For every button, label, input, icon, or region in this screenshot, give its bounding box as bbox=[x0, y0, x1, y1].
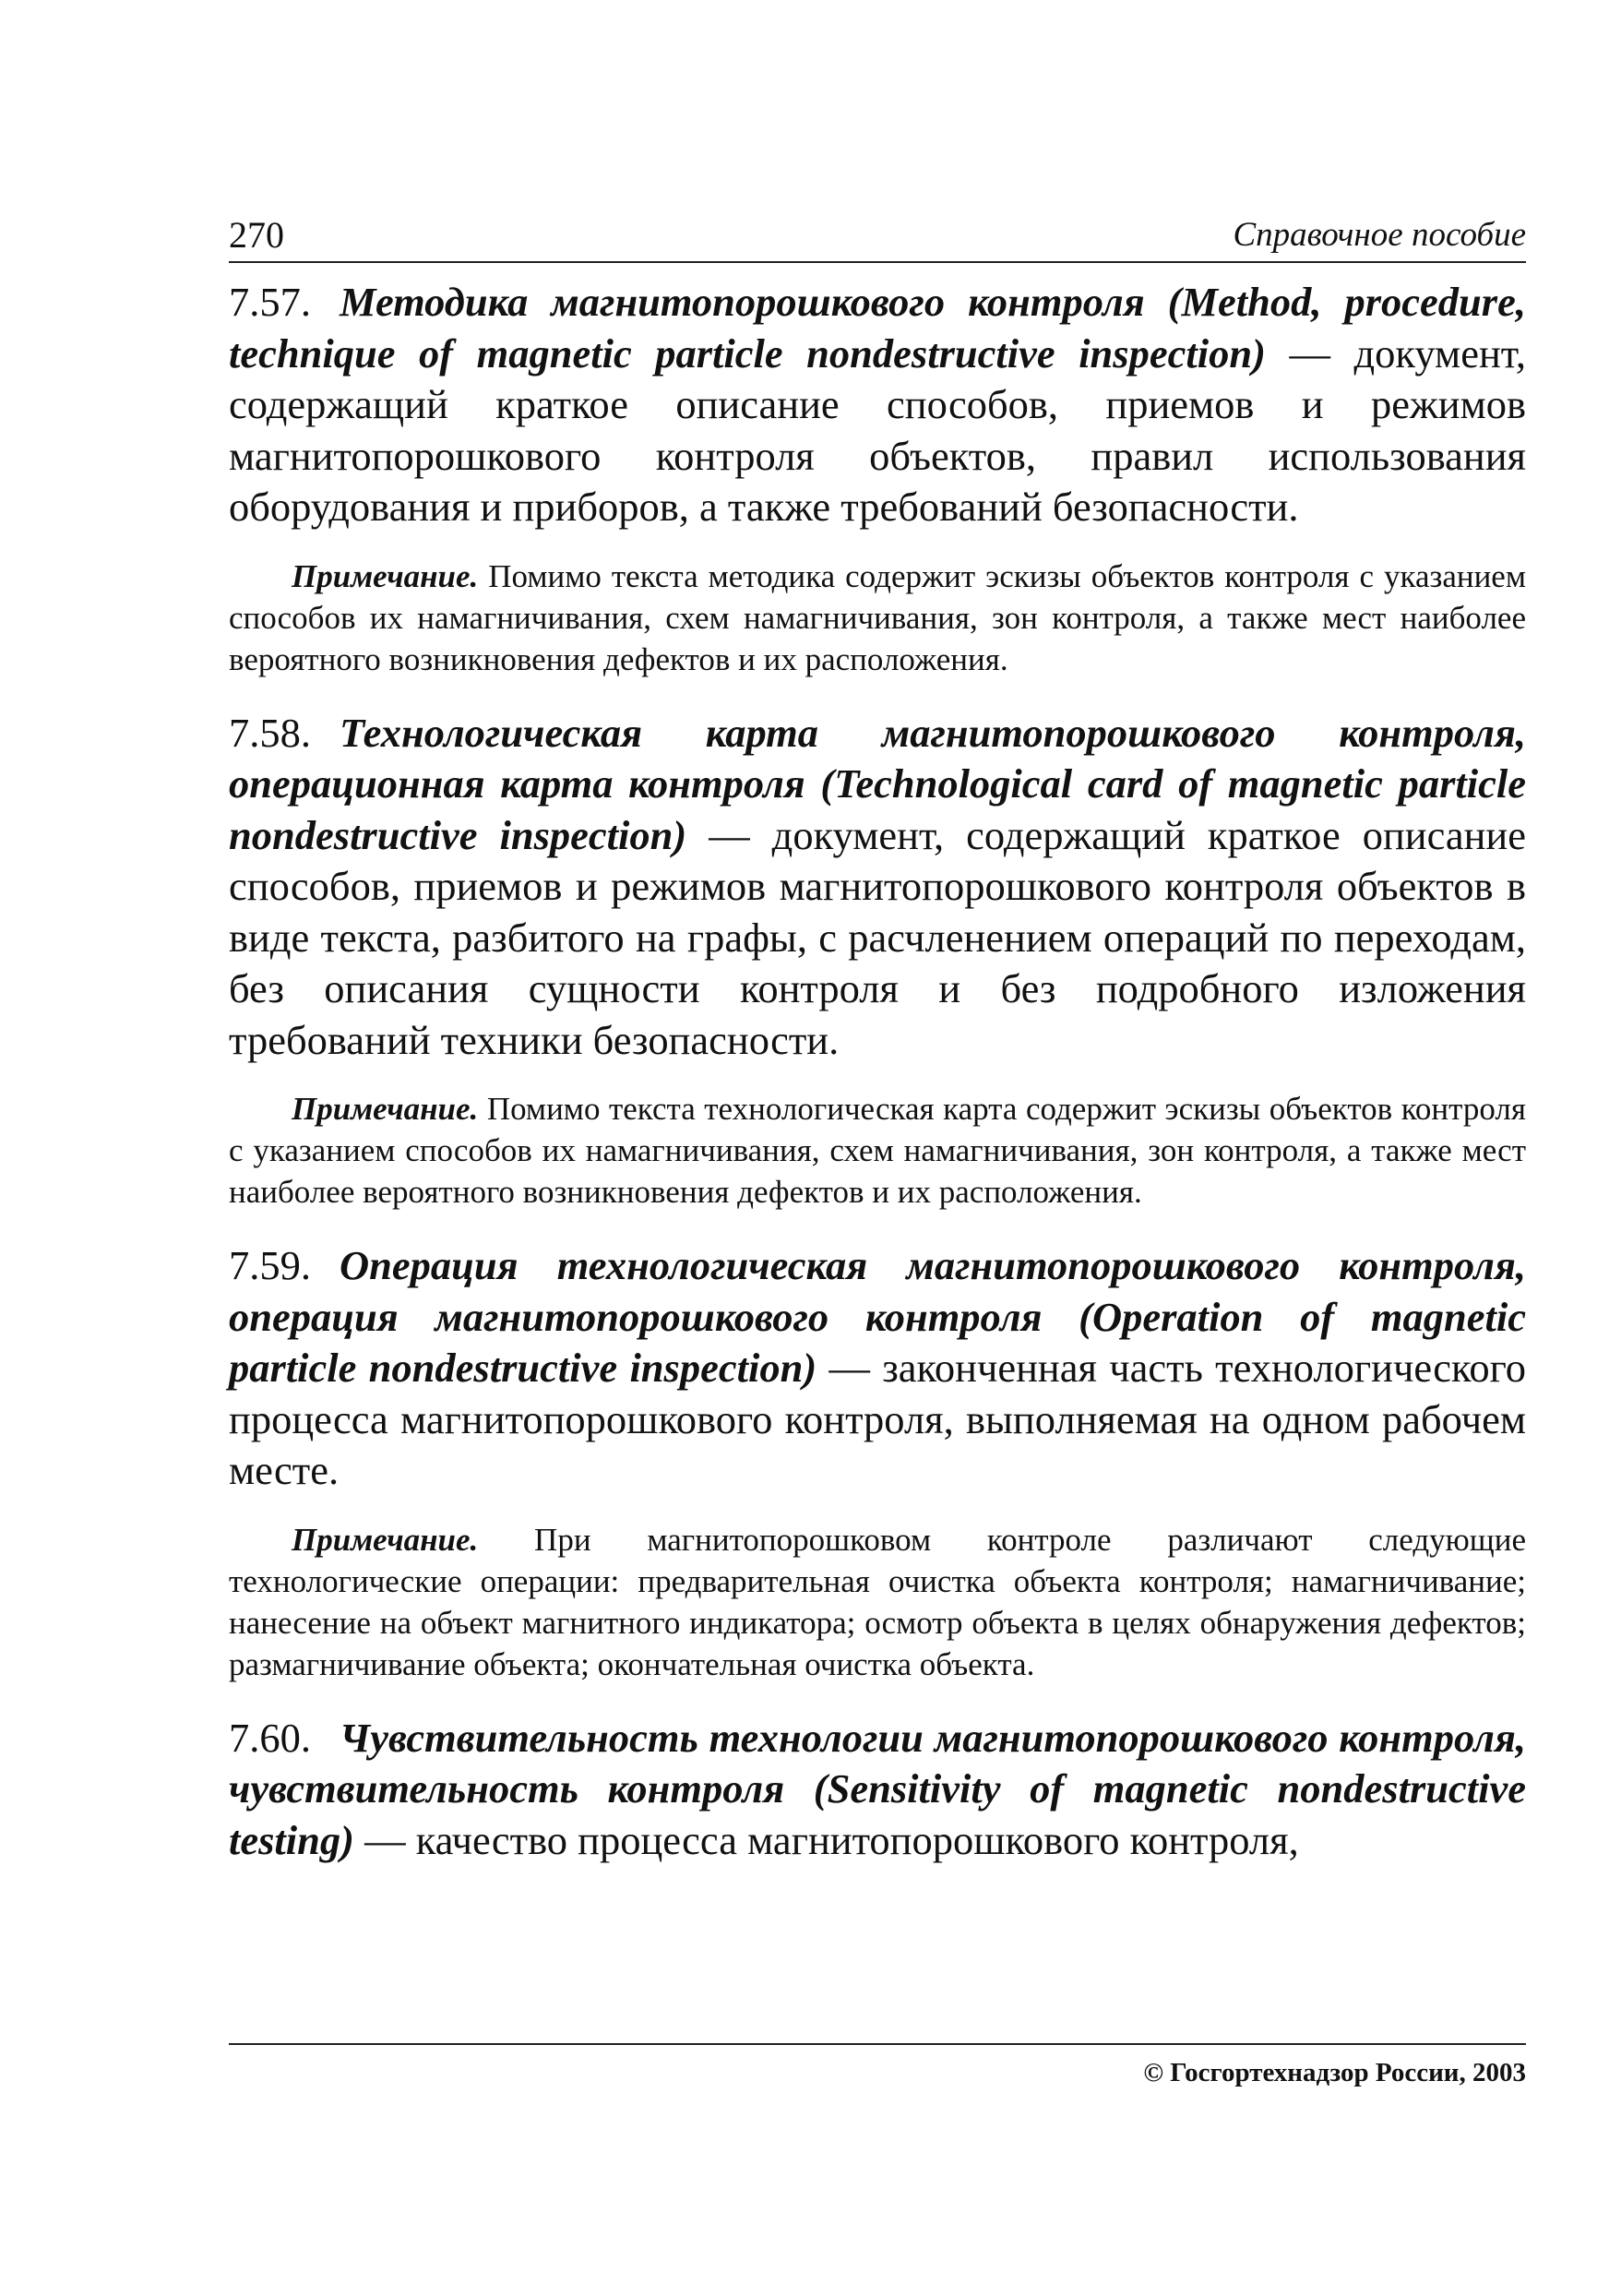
header-divider bbox=[229, 261, 1526, 263]
entry-note bbox=[229, 556, 1526, 680]
note-text: Помимо текста технологическая карта содержит эскизы объектов контроля с указанием способов их намагничивания, схем намагничивания, зон контроля, а также мест наиболее вероятного возникновения дефектов и их расположения. bbox=[229, 1091, 1526, 1210]
entry-note bbox=[229, 1088, 1526, 1213]
footer-divider bbox=[229, 2043, 1526, 2045]
running-title: Справочное пособие bbox=[1233, 216, 1526, 254]
entry-definition: — документ, содержащий краткое описание способов, приемов и режимов магнитопорошкового контроля объектов в виде текста, разбитого на графы, с расчленением операций по переходам, без описания сущности контроля и без подробного изложения требований техники безопасности. bbox=[229, 811, 1526, 1063]
note-text: Помимо текста методика содержит эскизы объектов контроля с указанием способов их намагничивания, схем намагничивания, зон контроля, а также мест наиболее вероятного возникновения дефектов и их расположения. bbox=[229, 557, 1526, 677]
entry-7-57 bbox=[229, 277, 1526, 533]
page-header bbox=[229, 210, 1526, 260]
note-label: Примечание. bbox=[292, 557, 479, 594]
entry-number: 7.57. bbox=[229, 279, 311, 325]
entry-7-59 bbox=[229, 1240, 1526, 1497]
entry-definition: — документ, содержащий краткое описание способов, приемов и режимов магнитопорошкового контроля объектов, правил использования оборудования и приборов, а также требований безопасности. bbox=[229, 329, 1526, 530]
copyright-notice: © Госгортехнадзор России, 2003 bbox=[1143, 2058, 1526, 2087]
entry-term: Чувствительность технологии магнитопорошкового контроля, чувствительность контроля (Sensitivity of magnetic nondestructive testing) bbox=[229, 1714, 1526, 1863]
note-text: При магнитопорошковом контроле различают следующие технологические операции: предварительная очистка объекта контроля; намагничивание; нанесение на объект магнитного индикатора; осмотр объекта в целях обнаружения дефектов; размагничивание объекта; окончательная очистка объекта. bbox=[229, 1521, 1526, 1682]
entry-7-60 bbox=[229, 1713, 1526, 1867]
entry-term: Операция технологическая магнитопорошкового контроля, операция магнитопорошкового контроля (Operation of magnetic particle nondestructive inspection) bbox=[229, 1242, 1526, 1391]
entry-number: 7.60. bbox=[229, 1714, 311, 1761]
note-label: Примечание. bbox=[292, 1521, 479, 1558]
entry-term: Методика магнитопорошкового контроля (Method, procedure, technique of magnetic particle nondestructive inspection) bbox=[229, 279, 1526, 377]
entry-number: 7.58. bbox=[229, 709, 311, 756]
page-number: 270 bbox=[229, 214, 284, 256]
entry-definition: — законченная часть технологического процесса магнитопорошкового контроля, выполняемая на одном рабочем месте. bbox=[229, 1345, 1526, 1493]
entry-number: 7.59. bbox=[229, 1242, 311, 1288]
entry-definition: — качество процесса магнитопорошкового контроля, bbox=[353, 1816, 1299, 1863]
entry-term: Технологическая карта магнитопорошкового контроля, операционная карта контроля (Technological card of magnetic particle nondestructive inspection) bbox=[229, 709, 1526, 858]
note-label: Примечание. bbox=[292, 1091, 479, 1127]
page-content bbox=[229, 273, 1526, 1866]
entry-note bbox=[229, 1519, 1526, 1685]
entry-7-58 bbox=[229, 708, 1526, 1067]
